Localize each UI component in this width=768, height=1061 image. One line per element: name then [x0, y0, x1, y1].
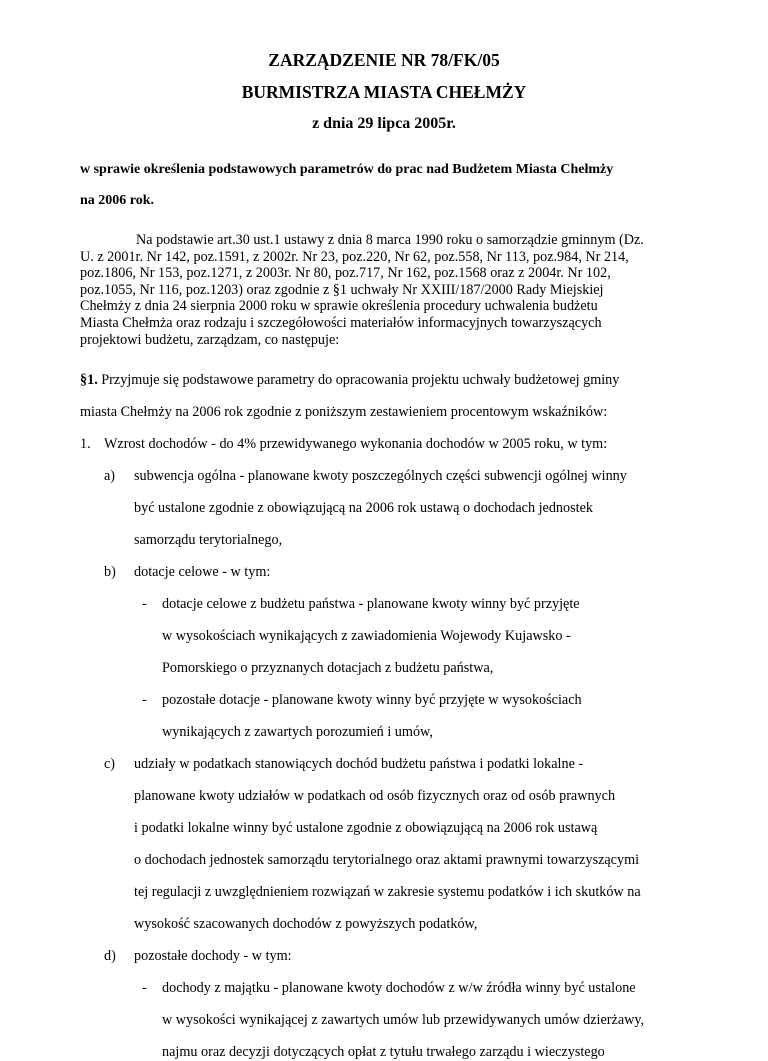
paragraph-line: U. z 2001r. Nr 142, poz.1591, z 2002r. Nr 23, poz.220, Nr 62, poz.558, Nr 113, poz.984, Nr 214, — [80, 248, 629, 265]
list-item-text: planowane kwoty udziałów w podatkach od osób fizycznych oraz od osób prawnych — [134, 788, 616, 804]
issuer-title: BURMISTRZA MIASTA CHEŁMŻY — [241, 82, 527, 102]
subject-line: na 2006 rok. — [80, 193, 155, 208]
list-item-text: w wysokościach wynikających z zawiadomienia Wojewody Kujawsko - — [162, 628, 571, 644]
list-item-text: wysokość szacowanych dochodów z powyższych podatków, — [134, 916, 478, 932]
list-letter: c) — [104, 756, 116, 772]
list-item-text: pozostałe dochody - w tym: — [134, 948, 292, 964]
paragraph-line: poz.1055, Nr 116, poz.1203) oraz zgodnie z §1 uchwały Nr XXIII/187/2000 Rady Miejskiej — [80, 281, 604, 298]
list-item-text: dotacje celowe z budżetu państwa - planowane kwoty winny być przyjęte — [162, 596, 580, 612]
list-number: 1. — [80, 436, 91, 452]
section-mark: §1. — [80, 372, 98, 388]
dash-marker: - — [142, 692, 147, 708]
section-text: Przyjmuje się podstawowe parametry do opracowania projektu uchwały budżetowej gminy — [101, 372, 620, 388]
list-item-text: najmu oraz decyzji dotyczących opłat z tytułu trwałego zarządu i wieczystego — [162, 1044, 605, 1060]
list-item-text: subwencja ogólna - planowane kwoty poszczególnych części subwencji ogólnej winny — [134, 468, 627, 484]
list-item-text: i podatki lokalne winny być ustalone zgodnie z obowiązującą na 2006 rok ustawą — [134, 820, 598, 836]
list-item-text: samorządu terytorialnego, — [134, 532, 283, 548]
list-letter: d) — [104, 948, 116, 964]
list-item-text: udziały w podatkach stanowiących dochód budżetu państwa i podatki lokalne - — [134, 756, 584, 772]
list-item-text: Wzrost dochodów - do 4% przewidywanego wykonania dochodów w 2005 roku, w tym: — [104, 436, 608, 452]
list-item-text: w wysokości wynikającej z zawartych umów lub przewidywanych umów dzierżawy, — [162, 1012, 645, 1028]
list-letter: b) — [104, 564, 116, 580]
list-item-text: być ustalone zgodnie z obowiązującą na 2006 rok ustawą o dochodach jednostek — [134, 500, 593, 516]
section-1-line: miasta Chełmży na 2006 rok zgodnie z poniższym zestawieniem procentowym wskaźników: — [80, 404, 608, 420]
subject-line: w sprawie określenia podstawowych parametrów do prac nad Budżetem Miasta Chełmży — [80, 162, 614, 177]
paragraph-line: poz.1806, Nr 153, poz.1271, z 2003r. Nr 80, poz.717, Nr 162, poz.1568 oraz z 2004r. Nr 102, — [80, 265, 611, 282]
dash-marker: - — [142, 596, 147, 612]
section-1-line — [80, 371, 619, 389]
order-title: ZARZĄDZENIE NR 78/FK/05 — [268, 50, 500, 70]
list-item-text: tej regulacji z uwzględnieniem rozwiązań w zakresie systemu podatków i ich skutków na — [134, 884, 641, 900]
paragraph-line: projektowi budżetu, zarządzam, co następuje: — [80, 331, 340, 348]
list-item-text: o dochodach jednostek samorządu terytorialnego oraz aktami prawnymi towarzyszącymi — [134, 852, 640, 868]
paragraph-line: Na podstawie art.30 ust.1 ustawy z dnia 8 marca 1990 roku o samorządzie gminnym (Dz. — [136, 232, 644, 248]
list-item-text: wynikających z zawartych porozumień i umów, — [162, 724, 433, 740]
legal-basis-paragraph — [80, 232, 705, 348]
list-item-text: Pomorskiego o przyznanych dotacjach z budżetu państwa, — [162, 660, 494, 676]
paragraph-line: Chełmży z dnia 24 sierpnia 2000 roku w sprawie określenia procedury uchwalenia budżetu — [80, 298, 598, 315]
list-item-text: pozostałe dotacje - planowane kwoty winny być przyjęte w wysokościach — [162, 692, 582, 708]
order-date: z dnia 29 lipca 2005r. — [312, 115, 456, 132]
paragraph-line: Miasta Chełmża oraz rodzaju i szczegółowości materiałów informacyjnych towarzyszących — [80, 314, 602, 331]
list-letter: a) — [104, 468, 116, 484]
list-item-text: dochody z majątku - planowane kwoty dochodów z w/w źródła winny być ustalone — [162, 980, 636, 996]
dash-marker: - — [142, 980, 147, 996]
list-item-text: dotacje celowe - w tym: — [134, 564, 271, 580]
